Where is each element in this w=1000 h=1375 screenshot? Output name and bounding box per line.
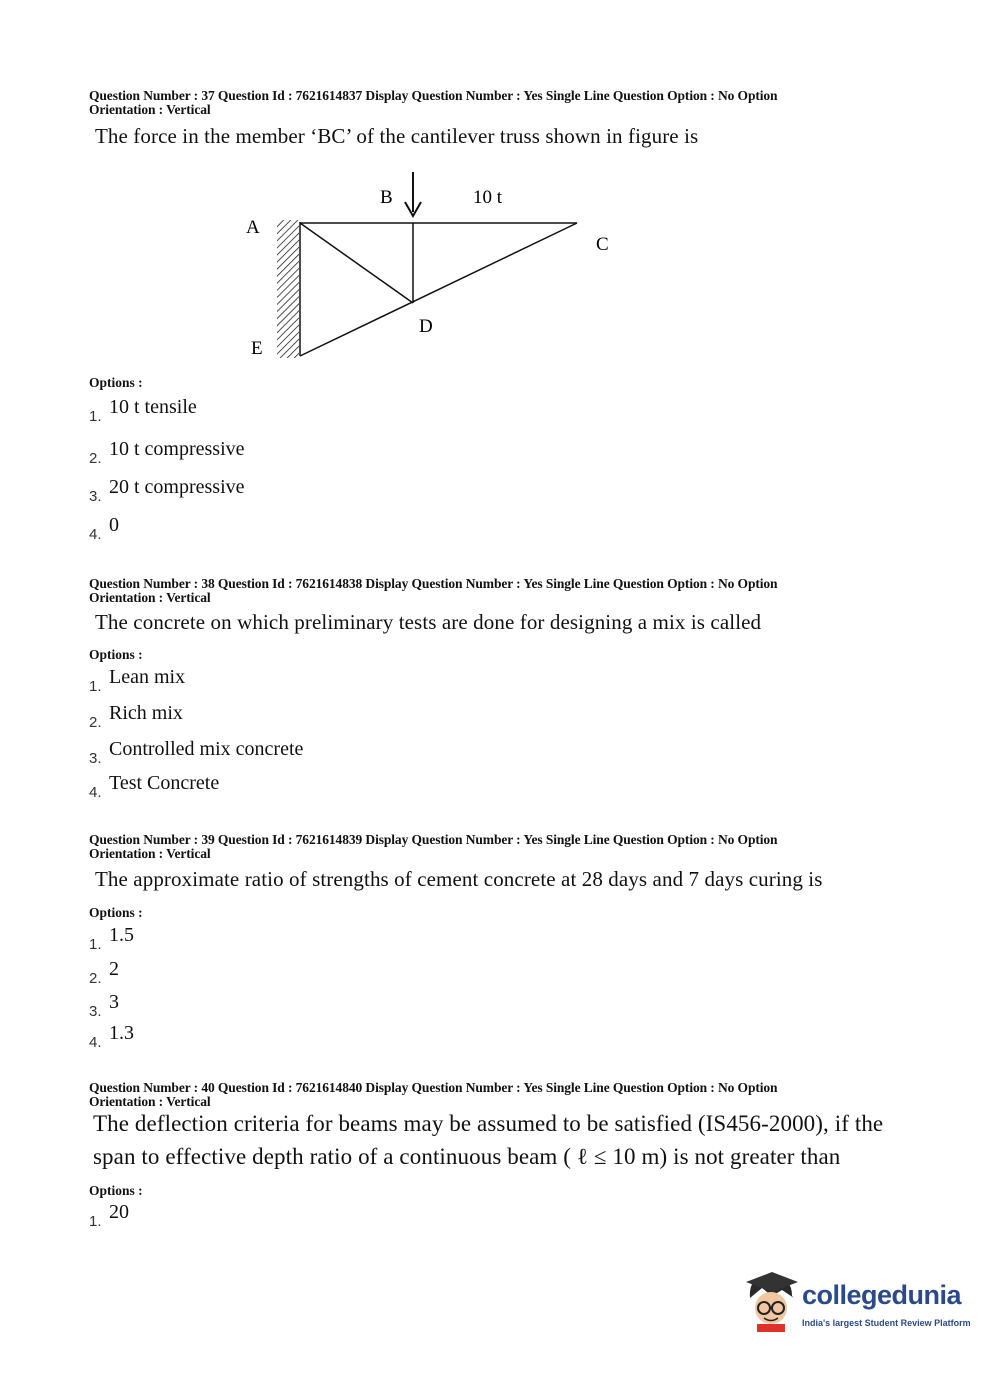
label-b: B: [380, 187, 393, 208]
option-number: 2.: [89, 450, 102, 467]
question-37-meta: [89, 89, 777, 117]
options-label: Options :: [89, 647, 143, 662]
question-39-meta: [89, 833, 777, 861]
option-number: 3.: [89, 488, 102, 505]
mascot-icon: [742, 1270, 800, 1336]
label-a: A: [246, 217, 260, 238]
option-number: 1.: [89, 1213, 102, 1230]
option-text: 0: [109, 514, 119, 536]
options-label: Options :: [89, 375, 143, 390]
member-edc: [300, 223, 577, 356]
question-meta-line: Orientation : Vertical: [89, 590, 211, 605]
question-meta-line: Orientation : Vertical: [89, 102, 211, 117]
option-item[interactable]: [89, 924, 134, 953]
option-item[interactable]: [89, 772, 219, 801]
load-label: 10 t: [473, 187, 503, 208]
question-38-text: The concrete on which preliminary tests are done for designing a mix is called: [95, 610, 762, 634]
option-item[interactable]: [89, 666, 185, 695]
option-item[interactable]: [89, 1201, 129, 1230]
question-meta-line: Question Number : 39 Question Id : 7621614839 Display Question Number : Yes Single Line Question Option : No Option: [89, 832, 778, 847]
option-number: 3.: [89, 1003, 102, 1020]
question-meta-line: Orientation : Vertical: [89, 846, 211, 861]
option-number: 3.: [89, 750, 102, 767]
option-text: 20 t compressive: [109, 476, 245, 498]
option-number: 2.: [89, 970, 102, 987]
label-d: D: [419, 316, 433, 337]
option-item[interactable]: [89, 958, 119, 987]
option-item[interactable]: [89, 1022, 134, 1051]
wall-support: [277, 220, 299, 358]
question-meta-line: Question Number : 38 Question Id : 7621614838 Display Question Number : Yes Single Line Question Option : No Option: [89, 576, 778, 591]
question-meta-line: Question Number : 40 Question Id : 7621614840 Display Question Number : Yes Single Line Question Option : No Option: [89, 1080, 778, 1095]
option-number: 4.: [89, 784, 102, 801]
question-40-text-line2: span to effective depth ratio of a continuous beam ( ℓ ≤ 10 m) is not greater than: [93, 1144, 841, 1169]
collegedunia-logo[interactable]: [740, 1268, 980, 1343]
logo-wordmark: collegedunia: [802, 1280, 962, 1310]
option-item[interactable]: [89, 702, 183, 731]
option-text: Test Concrete: [109, 772, 220, 794]
question-meta-line: Orientation : Vertical: [89, 1094, 211, 1109]
option-number: 4.: [89, 1034, 102, 1051]
logo-tagline: India's largest Student Review Platform: [802, 1318, 971, 1328]
option-number: 1.: [89, 678, 102, 695]
option-number: 4.: [89, 526, 102, 543]
option-number: 2.: [89, 714, 102, 731]
option-text: 3: [109, 991, 119, 1013]
member-ad: [300, 223, 413, 303]
option-item[interactable]: [89, 396, 197, 425]
option-text: Lean mix: [109, 666, 186, 688]
option-item[interactable]: [89, 514, 119, 543]
label-e: E: [251, 338, 263, 359]
question-38-meta: [89, 577, 777, 605]
option-text: 2: [109, 958, 119, 980]
option-text: Controlled mix concrete: [109, 738, 304, 760]
option-text: Rich mix: [109, 702, 183, 724]
option-number: 1.: [89, 408, 102, 425]
option-text: 1.5: [109, 924, 134, 946]
question-40-text-line1: The deflection criteria for beams may be assumed to be satisfied (IS456-2000), if the: [93, 1111, 884, 1136]
question-39-text: The approximate ratio of strengths of cement concrete at 28 days and 7 days curing is: [95, 867, 823, 891]
label-c: C: [596, 234, 609, 255]
option-item[interactable]: [89, 991, 119, 1020]
option-number: 1.: [89, 936, 102, 953]
options-label: Options :: [89, 905, 143, 920]
question-meta-line: Question Number : 37 Question Id : 7621614837 Display Question Number : Yes Single Line Question Option : No Option: [89, 88, 778, 103]
option-item[interactable]: [89, 476, 245, 505]
truss-figure: [230, 160, 630, 365]
option-item[interactable]: [89, 438, 245, 467]
option-text: 1.3: [109, 1022, 134, 1044]
option-text: 20: [109, 1201, 129, 1223]
question-37-text: The force in the member ‘BC’ of the cantilever truss shown in figure is: [95, 124, 699, 148]
option-text: 10 t compressive: [109, 438, 245, 460]
options-label: Options :: [89, 1183, 143, 1198]
option-text: 10 t tensile: [109, 396, 197, 418]
option-item[interactable]: [89, 738, 303, 767]
question-40-meta: [89, 1081, 777, 1109]
